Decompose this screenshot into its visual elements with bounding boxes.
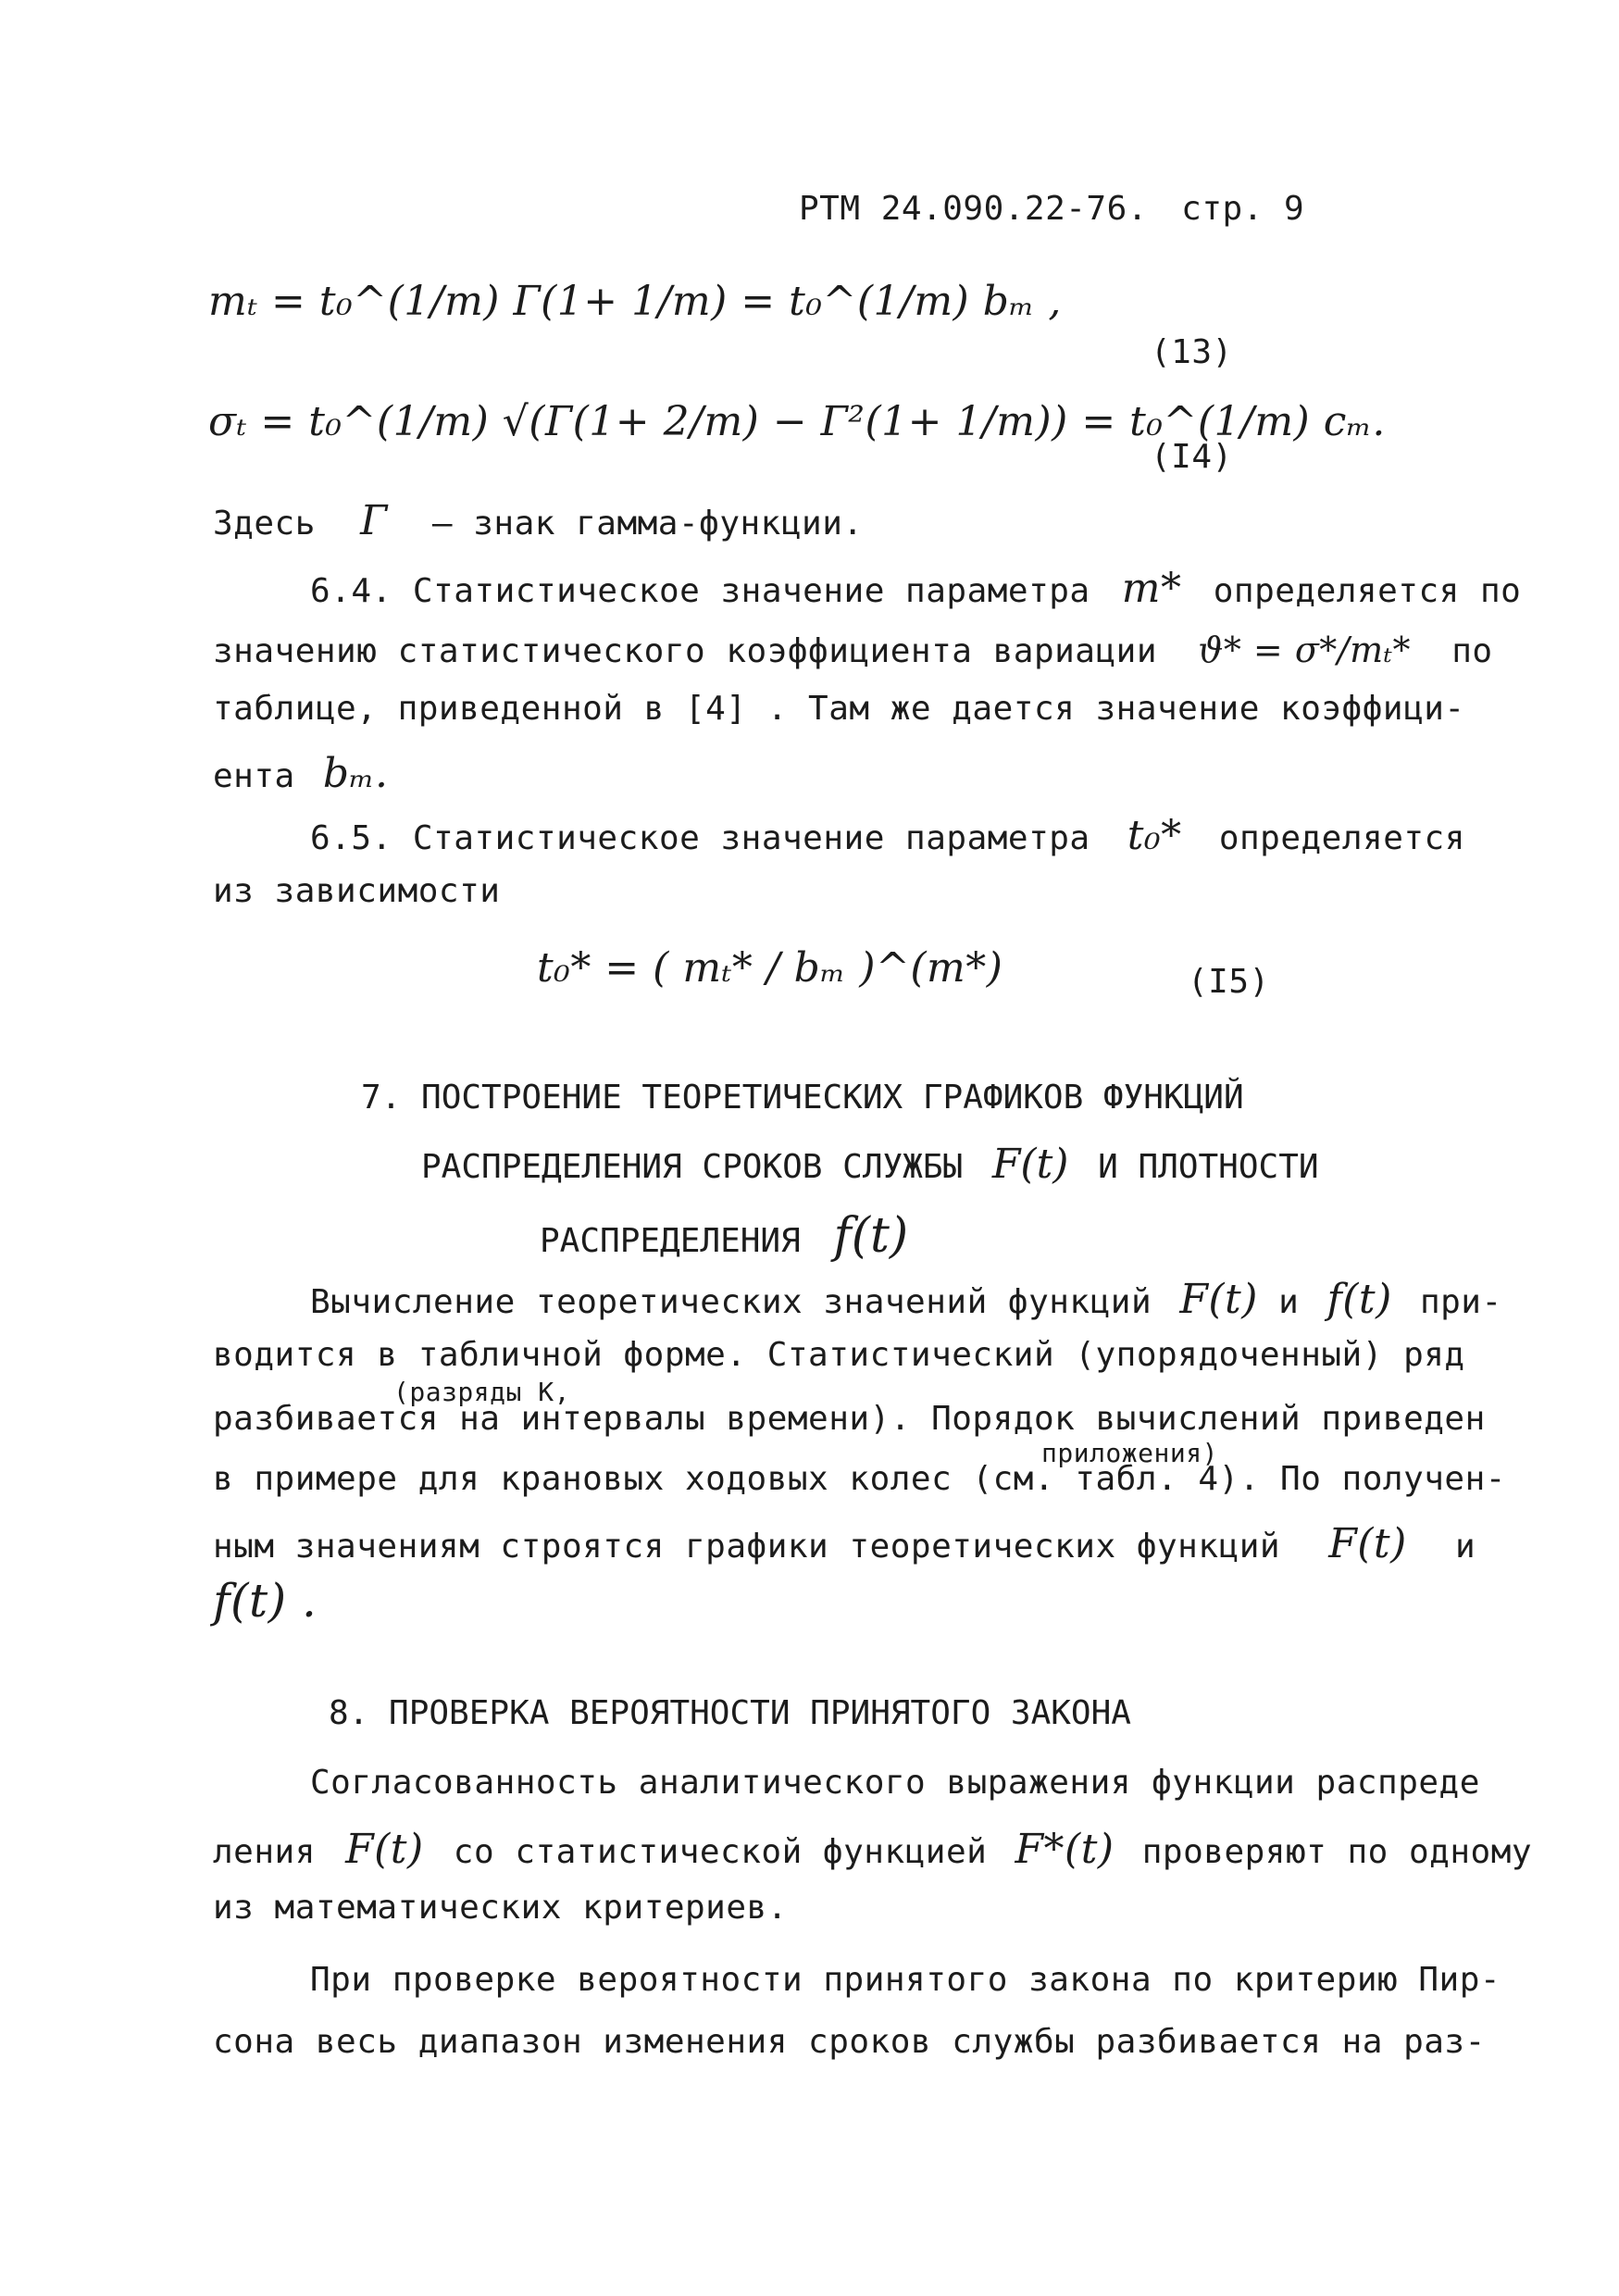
section-7-title-line3: РАСПРЕДЕЛЕНИЯ f(t)	[540, 1208, 909, 1264]
equation-13: mₜ = t₀^(1/m) Г(1+ 1/m) = t₀^(1/m) bₘ ,	[208, 278, 1062, 325]
paragraph-6-5-line2: из зависимости	[213, 872, 501, 910]
paragraph-6-4-line3: таблице, приведенной в [4] . Там же дается значение коэффици-	[213, 690, 1465, 728]
section-8-line1: Согласованность аналитического выражения функции распреде	[310, 1764, 1480, 1802]
page-header	[799, 190, 1304, 228]
page-number: стр. 9	[1181, 190, 1305, 228]
section-7-line5: ным значениям строятся графики теоретических функций F(t) и	[213, 1520, 1476, 1567]
section-8-line4: При проверке вероятности принятого закона по критерию Пир-	[310, 1961, 1501, 1999]
section-7-title-line1: 7. ПОСТРОЕНИЕ ТЕОРЕТИЧЕСКИХ ГРАФИКОВ ФУНКЦИЙ	[361, 1079, 1244, 1117]
section-8-line5: сона весь диапазон изменения сроков службы разбивается на раз-	[213, 2023, 1486, 2061]
section-7-line4: в примере для крановых ходовых колес (см. табл. 4). По получен-	[213, 1460, 1506, 1498]
section-7-title-line2: РАСПРЕДЕЛЕНИЯ СРОКОВ СЛУЖБЫ F(t) И ПЛОТНОСТИ	[421, 1141, 1319, 1188]
section-7-line2: водится в табличной форме. Статистический (упорядоченный) ряд	[213, 1336, 1465, 1374]
paragraph-6-4-line4: ента bₘ.	[213, 750, 389, 797]
section-7-line1: Вычисление теоретических значений функций F(t) и f(t) при-	[310, 1276, 1502, 1323]
section-7-line3: разбивается на интервалы времени). Порядок вычислений приведен	[213, 1400, 1486, 1438]
gamma-note: Здесь Г – знак гамма-функции.	[213, 497, 864, 544]
gamma-symbol: Г	[360, 497, 388, 544]
equation-15: t₀* = ( mₜ* / bₘ )^(m*)	[537, 944, 1003, 992]
section-7-insert-2: приложения)	[1041, 1438, 1218, 1468]
paragraph-6-4-line1: 6.4. Статистическое значение параметра m* определяется по	[310, 565, 1522, 612]
section-8-line2: ления F(t) со статистической функцией F*(t) проверяют по одному	[213, 1826, 1533, 1873]
paragraph-6-5-line1: 6.5. Статистическое значение параметра t₀* определяется	[310, 812, 1465, 859]
paragraph-6-4-line2: значению статистического коэффициента вариации ϑ* = σ*/mₜ* по	[213, 630, 1493, 670]
section-8-title: 8. ПРОВЕРКА ВЕРОЯТНОСТИ ПРИНЯТОГО ЗАКОНА	[329, 1694, 1131, 1732]
section-7-insert-1: (разряды K,	[393, 1377, 570, 1407]
equation-14: σₜ = t₀^(1/m) √(Г(1+ 2/m) − Г²(1+ 1/m)) = t₀^(1/m) cₘ.	[208, 398, 1386, 445]
equation-13-number: (13)	[1151, 333, 1233, 371]
equation-14-number: (I4)	[1151, 438, 1233, 476]
section-8-line3: из математических критериев.	[213, 1889, 788, 1927]
doc-reference: РТМ 24.090.22-76.	[799, 190, 1148, 228]
equation-15-number: (I5)	[1188, 963, 1270, 1001]
section-7-line6: f(t) .	[213, 1574, 318, 1628]
